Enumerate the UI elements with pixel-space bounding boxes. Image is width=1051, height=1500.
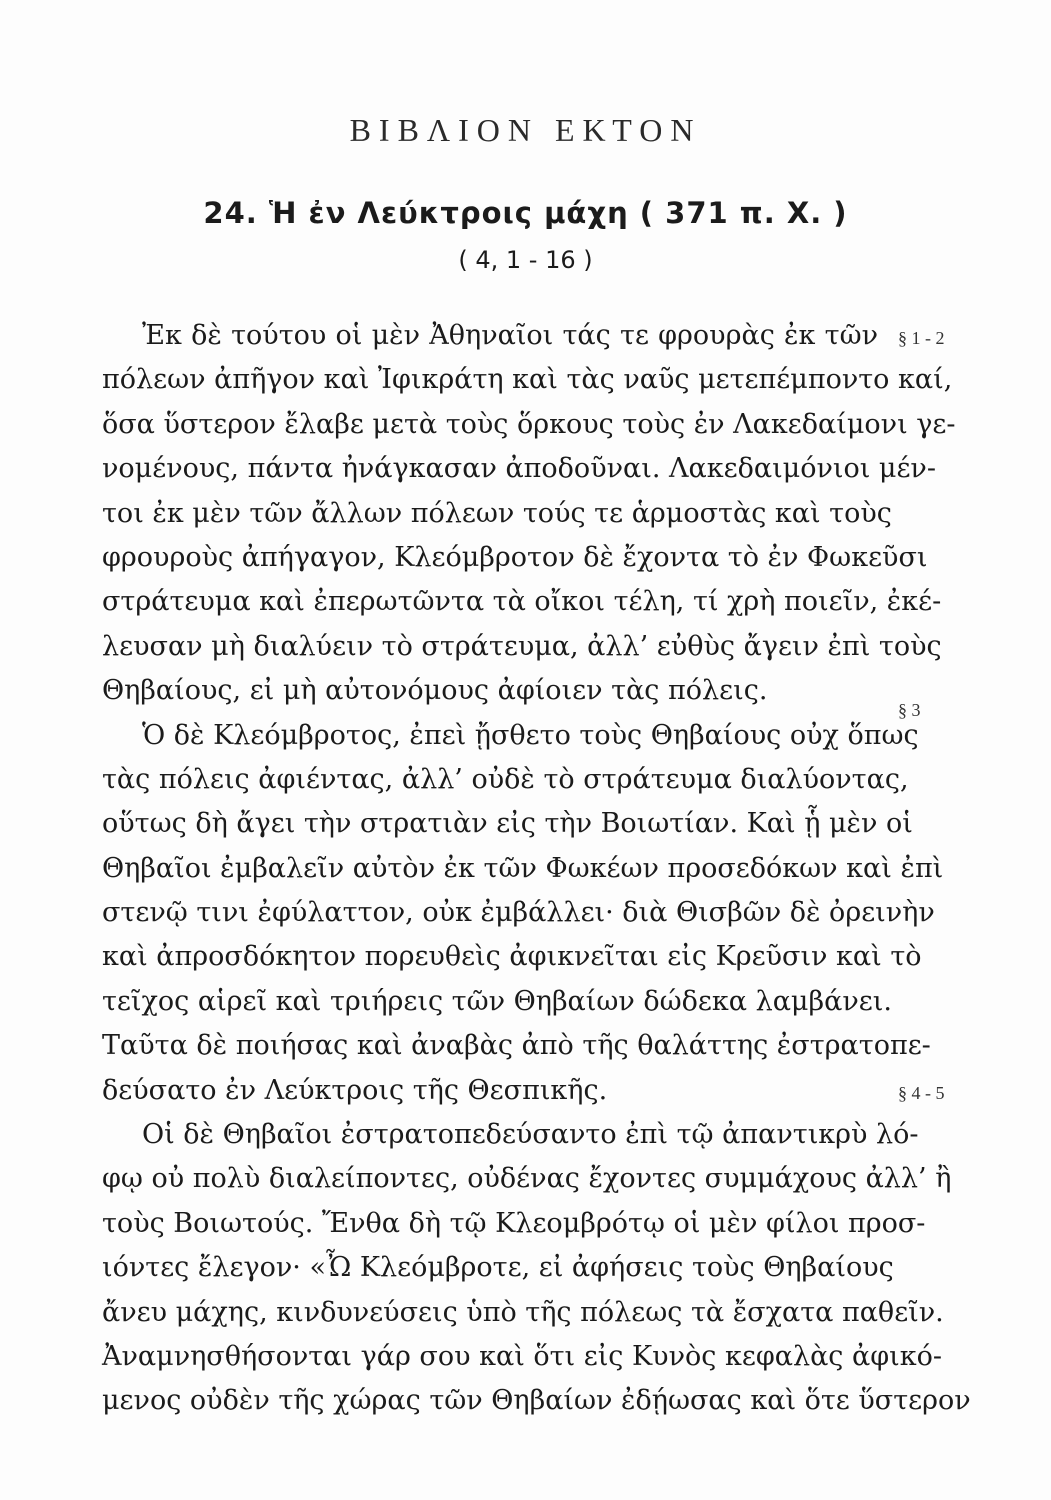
text-line: φρουροὺς ἀπήγαγον, Κλεόμβροτον δὲ ἔχοντα τὸ ἐν Φωκεῦσι (102, 541, 928, 573)
text-line: λευσαν μὴ διαλύειν τὸ στράτευμα, ἀλλ’ εὐθὺς ἄγειν ἐπὶ τοὺς (102, 630, 942, 662)
text-line: νομένους, πάντα ἠνάγκασαν ἀποδοῦναι. Λακεδαιμόνιοι μέν- (102, 453, 936, 485)
text-line: ὅσα ὕστερον ἔλαβε μετὰ τοὺς ὅρκους τοὺς ἐν Λακεδαίμονι γε- (102, 408, 956, 440)
text-line: ιόντες ἔλεγον· «Ὦ Κλεόμβροτε, εἰ ἀφήσεις τοὺς Θηβαίους (102, 1252, 894, 1284)
text-line: Ἐκ δὲ τούτου οἱ μὲν Ἀθηναῖοι τάς τε φρουρὰς ἐκ τῶν (142, 320, 878, 351)
text-line: πόλεων ἀπῆγον καὶ Ἰφικράτη καὶ τὰς ναῦς μετεπέμποντο καί, (102, 364, 953, 396)
text-line: τοι ἐκ μὲν τῶν ἄλλων πόλεων τούς τε ἁρμοστὰς καὶ τοὺς (102, 497, 892, 529)
text-line: τεῖχος αἱρεῖ καὶ τριήρεις τῶν Θηβαίων δώδεκα λαμβάνει. (102, 985, 892, 1017)
text-line: δεύσατο ἐν Λεύκτροις τῆς Θεσπικῆς. (102, 1074, 608, 1106)
text-line: οὕτως δὴ ἄγει τὴν στρατιὰν εἰς τὴν Βοιωτίαν. Καὶ ᾗ μὲν οἱ (102, 808, 913, 840)
chapter-reference: ( 4, 1 - 16 ) (458, 246, 593, 274)
text-line: στενῷ τινι ἐφύλαττον, οὐκ ἐμβάλλει· διὰ Θισβῶν δὲ ὀρεινὴν (102, 897, 935, 929)
text-line: στράτευμα καὶ ἐπερωτῶντα τὰ οἴκοι τέλη, τί χρὴ ποιεῖν, ἐκέ- (102, 586, 942, 618)
text-line: τὰς πόλεις ἀφιέντας, ἀλλ’ οὐδὲ τὸ στράτευμα διαλύοντας, (102, 763, 909, 795)
text-line: Θηβαῖοι ἐμβαλεῖν αὐτὸν ἐκ τῶν Φωκέων προσεδόκων καὶ ἐπὶ (102, 852, 944, 884)
text-line: Ταῦτα δὲ ποιήσας καὶ ἀναβὰς ἀπὸ τῆς θαλάττης ἐστρατοπε- (102, 1030, 931, 1062)
text-line: τοὺς Βοιωτούς. Ἔνθα δὴ τῷ Κλεομβρότῳ οἱ μὲν φίλοι προσ- (102, 1207, 926, 1239)
margin-section-ref: § 3 (898, 700, 921, 720)
text-line: Οἱ δὲ Θηβαῖοι ἐστρατοπεδεύσαντο ἐπὶ τῷ ἀπαντικρὺ λό- (142, 1119, 919, 1151)
text-line: καὶ ἀπροσδόκητον πορευθεὶς ἀφικνεῖται εἰς Κρεῦσιν καὶ τὸ (102, 941, 922, 973)
text-line: Θηβαίους, εἰ μὴ αὐτονόμους ἀφίοιεν τὰς πόλεις. (102, 675, 768, 707)
book-title: ΒΙΒΛΙΟΝ ΕΚΤΟΝ (349, 112, 702, 148)
text-line: μενος οὐδὲν τῆς χώρας τῶν Θηβαίων ἐδῄωσας καὶ ὅτε ὕστερον (102, 1385, 971, 1417)
text-line: Ἀναμνησθήσονται γάρ σου καὶ ὅτι εἰς Κυνὸς κεφαλὰς ἀφικό- (102, 1340, 942, 1372)
chapter-title: 24. Ἡ ἐν Λεύκτροις μάχη ( 371 π. Χ. ) (203, 196, 848, 230)
margin-section-ref: § 4 - 5 (898, 1083, 945, 1103)
text-line: φῳ οὐ πολὺ διαλείποντες, οὐδένας ἔχοντες συμμάχους ἀλλ’ ἢ (102, 1163, 952, 1195)
margin-section-ref: § 1 - 2 (898, 328, 945, 348)
text-line: Ὁ δὲ Κλεόμβροτος, ἐπεὶ ᾔσθετο τοὺς Θηβαίους οὐχ ὅπως (142, 719, 919, 751)
text-line: ἄνευ μάχης, κινδυνεύσεις ὑπὸ τῆς πόλεως τὰ ἔσχατα παθεῖν. (102, 1296, 944, 1328)
